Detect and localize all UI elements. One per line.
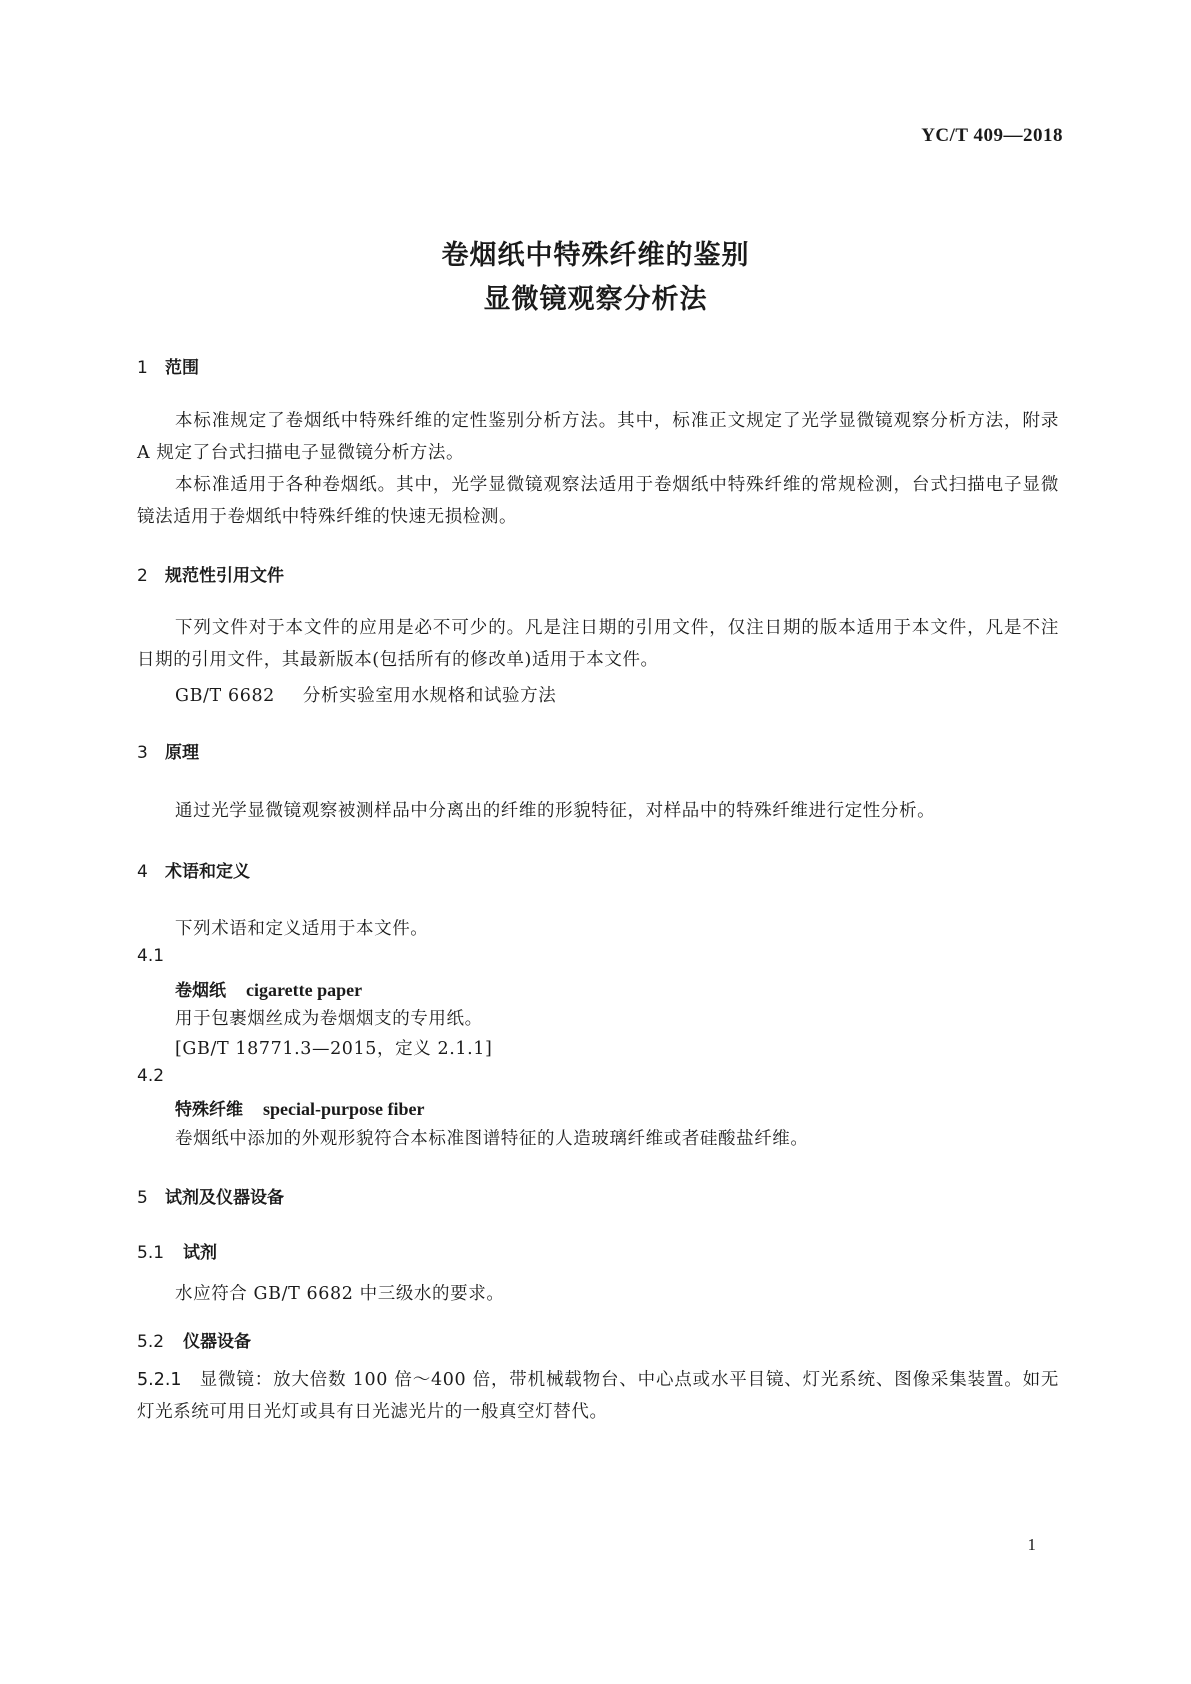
term-zh: 特殊纤维 bbox=[175, 1100, 243, 1120]
section-1-heading bbox=[137, 353, 199, 378]
term-number: 4.2 bbox=[137, 1066, 165, 1086]
clause-number: 5.2.1 bbox=[137, 1370, 182, 1390]
term-zh: 卷烟纸 bbox=[175, 981, 226, 1001]
standard-code: YC/T 409—2018 bbox=[921, 125, 1063, 146]
section-2-paragraph-1: 下列文件对于本文件的应用是必不可少的。凡是注日期的引用文件，仅注日期的版本适用于本文件，凡是不注日期的引用文件，其最新版本(包括所有的修改单)适用于本文件。 bbox=[137, 618, 1059, 670]
subsection-5-1-paragraph: 水应符合 GB/T 6682 中三级水的要求。 bbox=[175, 1284, 505, 1304]
term-source: [GB/T 18771.3—2015，定义 2.1.1] bbox=[175, 1039, 493, 1059]
clause-text: 显微镜：放大倍数 100 倍～400 倍，带机械载物台、中心点或水平目镜、灯光系统、图像采集装置。如无灯光系统可用日光灯或具有日光滤光片的一般真空灯替代。 bbox=[137, 1370, 1059, 1422]
section-title: 规范性引用文件 bbox=[165, 566, 284, 586]
term-definition: 用于包裹烟丝成为卷烟烟支的专用纸。 bbox=[175, 1009, 483, 1029]
subsection-5-1-heading bbox=[137, 1238, 217, 1263]
section-3-heading bbox=[137, 738, 199, 763]
section-number: 5 bbox=[137, 1188, 148, 1208]
section-number: 2 bbox=[137, 566, 148, 586]
clause-5-2-1 bbox=[137, 1364, 1059, 1428]
reference-code: GB/T 6682 bbox=[175, 686, 275, 706]
section-3-paragraph-1: 通过光学显微镜观察被测样品中分离出的纤维的形貌特征，对样品中的特殊纤维进行定性分析。 bbox=[175, 801, 936, 821]
section-number: 1 bbox=[137, 358, 148, 378]
section-number: 4 bbox=[137, 862, 148, 882]
page-number: 1 bbox=[1027, 1535, 1036, 1554]
term-definition: 卷烟纸中添加的外观形貌符合本标准图谱特征的人造玻璃纤维或者硅酸盐纤维。 bbox=[175, 1129, 809, 1149]
section-2-heading bbox=[137, 561, 284, 586]
subsection-5-2-heading bbox=[137, 1327, 251, 1352]
section-title: 术语和定义 bbox=[165, 862, 250, 882]
term-heading bbox=[175, 976, 362, 1001]
section-4-intro: 下列术语和定义适用于本文件。 bbox=[175, 919, 429, 939]
document-title-line-1: 卷烟纸中特殊纤维的鉴别 bbox=[441, 240, 750, 271]
section-title: 原理 bbox=[165, 743, 199, 763]
term-en: cigarette paper bbox=[246, 980, 363, 1000]
section-4-heading bbox=[137, 857, 250, 882]
section-title: 试剂及仪器设备 bbox=[165, 1188, 284, 1208]
section-number: 3 bbox=[137, 743, 148, 763]
section-1-paragraph-2: 本标准适用于各种卷烟纸。其中，光学显微镜观察法适用于卷烟纸中特殊纤维的常规检测，台式扫描电子显微镜法适用于卷烟纸中特殊纤维的快速无损检测。 bbox=[137, 475, 1059, 527]
section-title: 仪器设备 bbox=[183, 1332, 251, 1352]
document-title-line-2: 显微镜观察分析法 bbox=[483, 284, 708, 315]
reference-title: 分析实验室用水规格和试验方法 bbox=[302, 686, 557, 706]
section-number: 5.1 bbox=[137, 1243, 165, 1263]
term-en: special-purpose fiber bbox=[263, 1099, 425, 1119]
normative-reference bbox=[175, 682, 556, 707]
section-title: 试剂 bbox=[183, 1243, 217, 1263]
term-number: 4.1 bbox=[137, 946, 165, 966]
section-title: 范围 bbox=[165, 358, 199, 378]
section-number: 5.2 bbox=[137, 1332, 165, 1352]
section-5-heading bbox=[137, 1183, 284, 1208]
section-1-paragraph-1: 本标准规定了卷烟纸中特殊纤维的定性鉴别分析方法。其中，标准正文规定了光学显微镜观察分析方法，附录 A 规定了台式扫描电子显微镜分析方法。 bbox=[137, 411, 1059, 463]
term-heading bbox=[175, 1095, 425, 1120]
